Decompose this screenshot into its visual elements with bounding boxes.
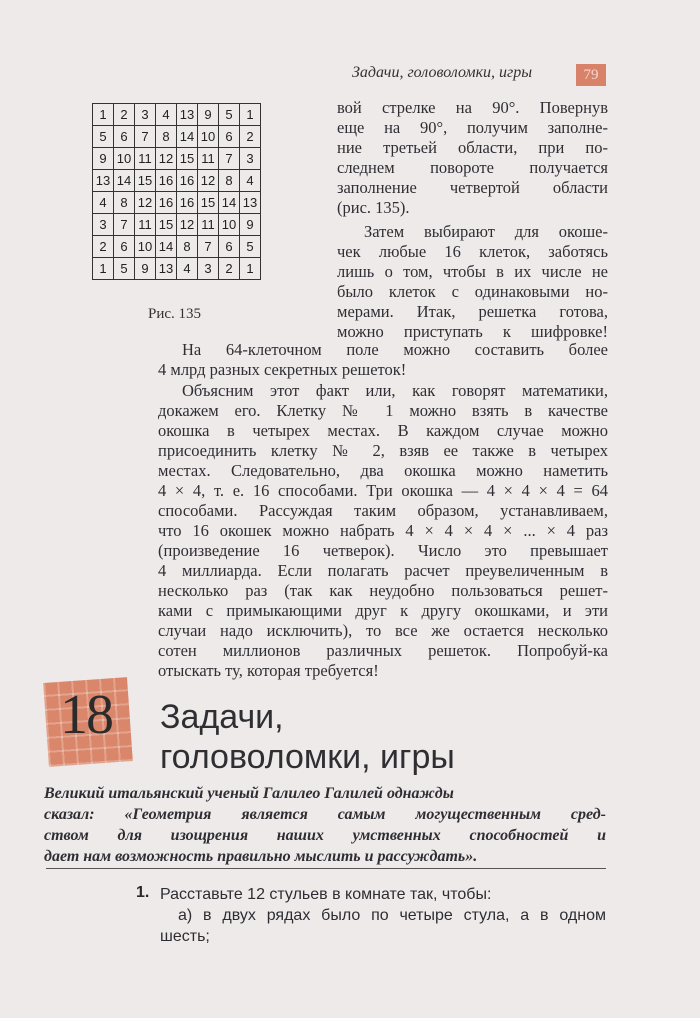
grid-cell: 9 (198, 104, 219, 126)
figure-caption: Рис. 135 (148, 306, 202, 322)
grid-cell: 12 (156, 148, 177, 170)
grid-cell: 13 (240, 192, 261, 214)
grid-cell: 16 (177, 192, 198, 214)
task-option-a: а) в двух рядах было по четыре стула, а в одном (178, 907, 606, 924)
grid-cell: 12 (198, 170, 219, 192)
grid-cell: 5 (93, 126, 114, 148)
text-line: чек любые 16 клеток, заботясь (337, 242, 608, 261)
grid-row (93, 258, 261, 280)
grid-cell: 1 (93, 104, 114, 126)
grid-cell: 14 (219, 192, 240, 214)
grid-row (93, 126, 261, 148)
grid-row (93, 170, 261, 192)
page-number: 79 (576, 64, 606, 86)
grid-cell: 11 (198, 214, 219, 236)
text-line: отыскать ту, которая требуется! (158, 661, 379, 680)
grid-cell: 8 (177, 236, 198, 258)
grid-cell: 15 (135, 170, 156, 192)
grid-cell: 15 (156, 214, 177, 236)
running-head: Задачи, головоломки, игры (352, 64, 533, 81)
task-text: Расставьте 12 стульев в комнате так, чтобы: (160, 886, 492, 903)
grid-cell: 7 (114, 214, 135, 236)
grid-cell: 10 (219, 214, 240, 236)
grid-row (93, 104, 261, 126)
grid-cell: 11 (135, 148, 156, 170)
grid-cell: 4 (240, 170, 261, 192)
text-line: местах. Следовательно, два окошка можно наметить (158, 461, 608, 480)
grid-cell: 5 (240, 236, 261, 258)
grid-cell: 14 (177, 126, 198, 148)
grid-cell: 2 (93, 236, 114, 258)
grid-cell: 5 (219, 104, 240, 126)
grid-cell: 5 (114, 258, 135, 280)
text-line: присоединить клетку № 2, взяв ее также в четырех (158, 441, 608, 460)
grid-cell: 2 (240, 126, 261, 148)
text-line: было клеток с одинаковыми но- (337, 282, 608, 301)
text-line: что 16 окошек можно набрать 4 × 4 × 4 × ... × 4 раз (158, 521, 608, 540)
grid-cell: 7 (135, 126, 156, 148)
grid-cell: 1 (240, 104, 261, 126)
text-line: (рис. 135). (337, 198, 410, 217)
grid-cell: 9 (240, 214, 261, 236)
text-line: заполнение четвертой области (337, 178, 608, 197)
text-line: ние третьей области, при по- (337, 138, 608, 157)
grid-cell: 16 (156, 170, 177, 192)
section-number: 18 (60, 684, 112, 746)
grid-cell: 11 (135, 214, 156, 236)
grid-cell: 10 (198, 126, 219, 148)
text-line: несколько раз (так как неудобно пользоваться решет- (158, 581, 608, 600)
text-line: окошка в четырех местах. В каждом случае можно (158, 421, 608, 440)
grid-cell: 3 (240, 148, 261, 170)
grid-cell: 15 (177, 148, 198, 170)
grid-row (93, 192, 261, 214)
grid-cell: 15 (198, 192, 219, 214)
grid-row (93, 148, 261, 170)
text-line: случаи надо исключить), то все же остается несколько (158, 621, 608, 640)
grid-cell: 4 (93, 192, 114, 214)
text-line: мерами. Итак, решетка готова, (337, 302, 608, 321)
grid-cell: 13 (156, 258, 177, 280)
grid-cell: 1 (240, 258, 261, 280)
grid-cell: 8 (156, 126, 177, 148)
grid-cell: 10 (135, 236, 156, 258)
grid-cell: 3 (135, 104, 156, 126)
grid-cell: 2 (114, 104, 135, 126)
grid-cell: 4 (177, 258, 198, 280)
grid-cell: 11 (198, 148, 219, 170)
grid-cell: 2 (219, 258, 240, 280)
grid-cell: 10 (114, 148, 135, 170)
grid-cell: 13 (93, 170, 114, 192)
grid-cell: 3 (93, 214, 114, 236)
grid-cell: 7 (198, 236, 219, 258)
grid-cell: 3 (198, 258, 219, 280)
grid-cell: 14 (114, 170, 135, 192)
quote-line: Великий итальянский ученый Галилео Галилей однажды (44, 785, 454, 802)
grid-cell: 12 (135, 192, 156, 214)
number-grid (92, 103, 261, 280)
text-line: На 64-клеточном поле можно составить более (182, 340, 608, 359)
grid-cell: 13 (177, 104, 198, 126)
grid-cell: 6 (219, 126, 240, 148)
grid-cell: 16 (177, 170, 198, 192)
text-line: Объясним этот факт или, как говорят математики, (182, 381, 608, 400)
grid-cell: 6 (114, 126, 135, 148)
text-line: следнем повороте получается (337, 158, 608, 177)
section-title-line1: Задачи, (160, 698, 284, 736)
text-line: способами. Рассуждая таким образом, устанавливаем, (158, 501, 608, 520)
grid-row (93, 236, 261, 258)
divider-rule (46, 868, 606, 869)
text-line: еще на 90°, получим заполне- (337, 118, 608, 137)
text-line: ками с примыкающими друг к другу окошками, и эти (158, 601, 608, 620)
grid-cell: 9 (93, 148, 114, 170)
grid-cell: 8 (114, 192, 135, 214)
text-line: лишь о том, чтобы в их числе не (337, 262, 608, 281)
task-option-a-cont: шесть; (160, 928, 210, 945)
text-line: докажем его. Клетку № 1 можно взять в качестве (158, 401, 608, 420)
quote-line: дает нам возможность правильно мыслить и рассуждать». (44, 848, 478, 865)
quote-line: сказал: «Геометрия является самым могущественным сред- (44, 806, 606, 823)
text-line: сотен миллионов различных решеток. Попробуй-ка (158, 641, 608, 660)
grid-cell: 6 (219, 236, 240, 258)
quote-line: ством для изощрения наших умственных способностей и (44, 827, 606, 844)
grid-row (93, 214, 261, 236)
grid-cell: 14 (156, 236, 177, 258)
grid-cell: 9 (135, 258, 156, 280)
grid-cell: 8 (219, 170, 240, 192)
grid-cell: 6 (114, 236, 135, 258)
text-line: 4 × 4, т. е. 16 способами. Три окошка — 4 × 4 × 4 = 64 (158, 481, 608, 500)
task-number: 1. (136, 884, 150, 901)
text-line: 4 миллиарда. Если полагать расчет преувеличенным в (158, 561, 608, 580)
text-line: вой стрелке на 90°. Повернув (337, 98, 608, 117)
grid-cell: 12 (177, 214, 198, 236)
section-title-line2: головоломки, игры (160, 738, 455, 776)
text-line: Затем выбирают для окоше- (364, 222, 608, 241)
text-line: можно приступать к шифровке! (337, 322, 608, 341)
grid-cell: 16 (156, 192, 177, 214)
text-line: 4 млрд разных секретных решеток! (158, 360, 407, 379)
grid-cell: 4 (156, 104, 177, 126)
grid-cell: 1 (93, 258, 114, 280)
grid-cell: 7 (219, 148, 240, 170)
text-line: (произведение 16 четверок). Число это превышает (158, 541, 608, 560)
